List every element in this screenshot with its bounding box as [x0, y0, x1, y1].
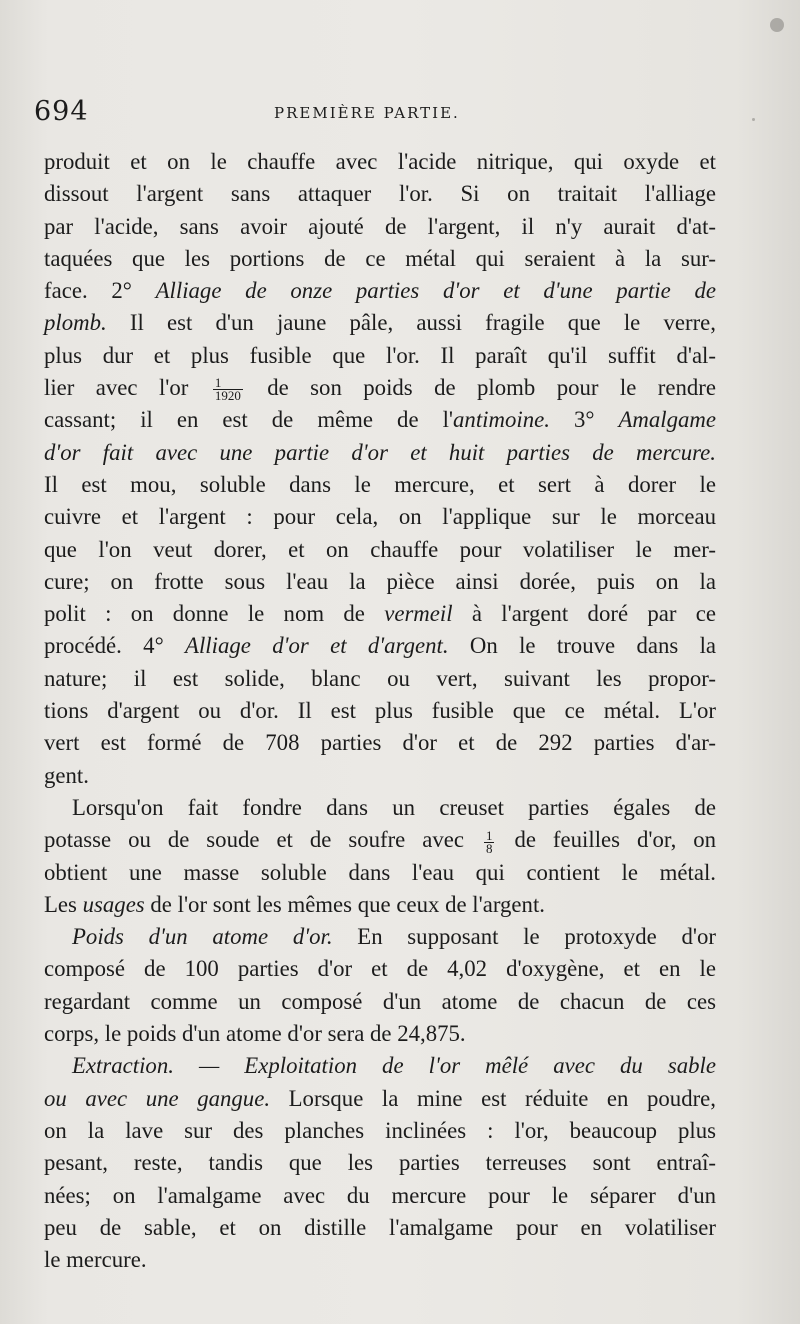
- text-line: on la lave sur des planches inclinées : l'or, beaucoup plus: [44, 1117, 716, 1143]
- text-segment: à l'argent doré par ce: [471, 601, 716, 627]
- page-number: 694: [34, 96, 89, 127]
- text-segment: procédé. 4°: [44, 633, 164, 659]
- text-line: produit et on le chauffe avec l'acide nitrique, qui oxyde et: [44, 149, 716, 174]
- text-line: pesant, reste, tandis que les parties terreuses sont entraî-: [44, 1150, 716, 1176]
- text-segment: cassant; il en est de même de l': [44, 407, 454, 433]
- text-line: [44, 630, 716, 662]
- text-line: composé de 100 parties d'or et de 4,02 d'oxygène, et en le: [44, 956, 716, 982]
- running-title: PREMIÈRE PARTIE.: [274, 104, 460, 122]
- text-line: peu de sable, et on distille l'amalgame pour en volatiliser: [44, 1214, 716, 1240]
- text-segment: Il est d'un jaune pâle, aussi fragile que le verre,: [129, 310, 716, 336]
- text-segment: En supposant le protoxyde d'or: [357, 924, 717, 950]
- text-segment: polit : on donne le nom de: [44, 601, 365, 627]
- italic-phrase: Extraction. — Exploitation de l'or mêlé avec du sable: [72, 1053, 716, 1079]
- italic-phrase: Poids d'un atome d'or.: [72, 924, 333, 950]
- text-segment: Les: [44, 891, 77, 917]
- text-line: tions d'argent ou d'or. Il est plus fusible que ce métal. L'or: [44, 698, 716, 724]
- text-line: [44, 1083, 716, 1115]
- text-line: [44, 598, 716, 630]
- text-line: [44, 889, 716, 921]
- fraction-denominator: 1920: [214, 388, 241, 404]
- text-line: Lorsqu'on fait fondre dans un creuset parties égales de: [72, 794, 716, 820]
- fraction-denominator: 8: [485, 840, 493, 856]
- text-line: par l'acide, sans avoir ajouté de l'argent, il n'y aurait d'at-: [44, 213, 716, 239]
- text-segment: potasse ou de soude et de soufre avec: [44, 827, 465, 853]
- text-line: [44, 307, 716, 339]
- italic-phrase: ou avec une gangue.: [44, 1085, 271, 1111]
- text-line: [44, 372, 716, 404]
- fraction-1-1920: [213, 377, 243, 402]
- fraction-numerator: 1: [485, 827, 493, 843]
- italic-phrase: Amalgame: [618, 407, 716, 433]
- text-line: [44, 824, 716, 856]
- text-line: vert est formé de 708 parties d'or et de 292 parties d'ar-: [44, 730, 716, 756]
- text-line: gent.: [44, 762, 89, 788]
- ink-spot: [770, 18, 784, 32]
- text-line: cure; on frotte sous l'eau la pièce ainsi dorée, puis on la: [44, 568, 716, 594]
- italic-phrase: Alliage de onze parties d'or et d'une partie de: [155, 278, 716, 304]
- italic-phrase: plomb.: [44, 310, 107, 336]
- text-segment: Lorsque la mine est réduite en poudre,: [288, 1085, 716, 1111]
- text-line: corps, le poids d'un atome d'or sera de 24,875.: [44, 1021, 466, 1047]
- fraction-numerator: 1: [213, 377, 243, 390]
- fraction-1-8: [484, 827, 495, 856]
- ink-spot: [752, 118, 755, 121]
- text-line: plus dur et plus fusible que l'or. Il paraît qu'il suffit d'al-: [44, 342, 716, 368]
- page-header: [34, 96, 734, 136]
- text-segment: On le trouve dans la: [469, 633, 717, 659]
- italic-phrase: usages: [82, 891, 145, 917]
- text-segment: 3°: [573, 407, 595, 433]
- text-line: [44, 1050, 716, 1082]
- text-segment: face. 2°: [44, 278, 132, 304]
- body-text: [44, 146, 716, 1276]
- text-line: cuivre et l'argent : pour cela, on l'applique sur le morceau: [44, 504, 716, 530]
- italic-phrase: Alliage d'or et d'argent.: [185, 633, 449, 659]
- text-line: [44, 437, 716, 469]
- text-line: dissout l'argent sans attaquer l'or. Si on traitait l'alliage: [44, 181, 716, 207]
- text-segment: de feuilles d'or, on: [514, 827, 717, 853]
- text-line: regardant comme un composé d'un atome de chacun de ces: [44, 988, 716, 1014]
- italic-phrase: vermeil: [384, 601, 453, 627]
- text-segment: lier avec l'or: [44, 375, 189, 401]
- text-line: [44, 275, 716, 307]
- text-segment: de son poids de plomb pour le rendre: [267, 375, 716, 401]
- text-line: taquées que les portions de ce métal qui seraient à la sur-: [44, 245, 716, 271]
- text-line: [44, 404, 716, 436]
- italic-phrase: d'or fait avec une partie d'or et huit parties de mercure.: [44, 439, 716, 465]
- text-line: Il est mou, soluble dans le mercure, et sert à dorer le: [44, 471, 716, 497]
- text-line: nature; il est solide, blanc ou vert, suivant les propor-: [44, 665, 716, 691]
- text-line: obtient une masse soluble dans l'eau qui contient le métal.: [44, 859, 716, 885]
- text-line: que l'on veut dorer, et on chauffe pour volatiliser le mer-: [44, 536, 716, 562]
- italic-phrase: antimoine.: [453, 407, 550, 433]
- text-line: nées; on l'amalgame avec du mercure pour le séparer d'un: [44, 1182, 716, 1208]
- text-line: [44, 921, 716, 953]
- text-segment: de l'or sont les mêmes que ceux de l'argent.: [150, 891, 545, 917]
- text-line: le mercure.: [44, 1247, 147, 1273]
